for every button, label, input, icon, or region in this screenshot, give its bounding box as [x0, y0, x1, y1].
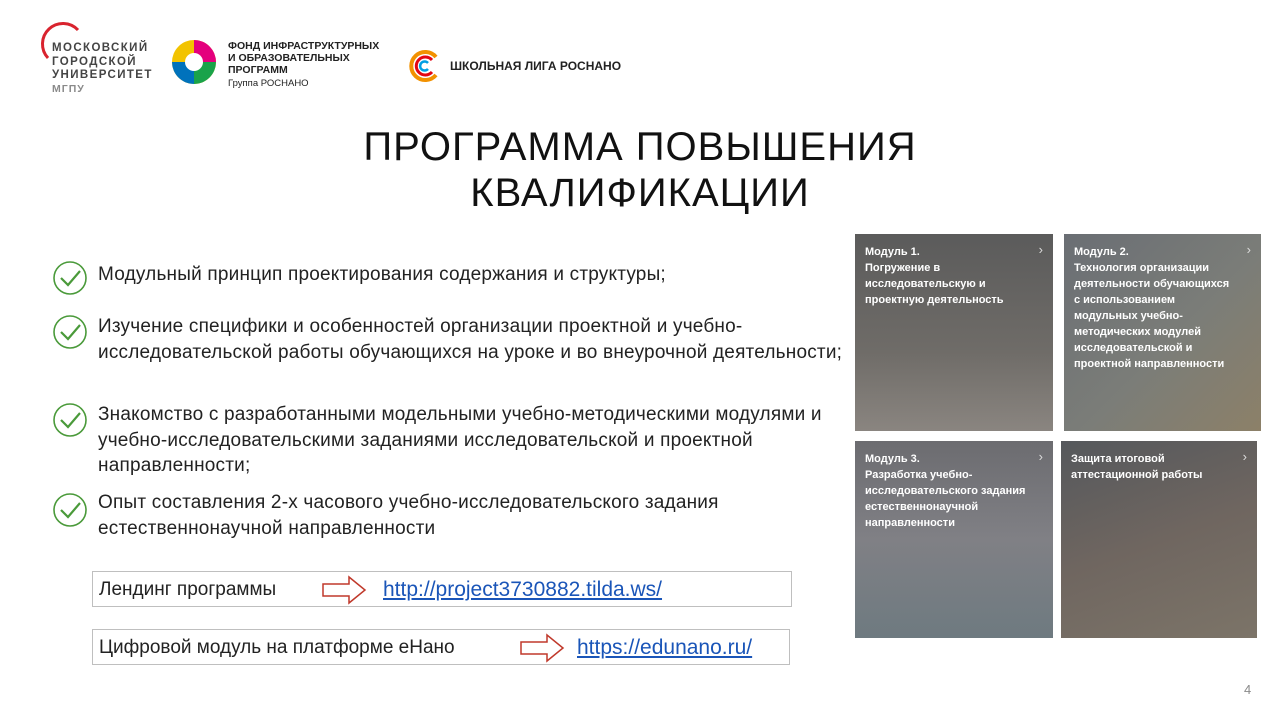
module-line: Погружение в — [865, 262, 941, 274]
module-line: исследовательской и — [1074, 342, 1193, 354]
page-title — [240, 124, 1040, 216]
module-line: проектную деятельность — [865, 294, 1004, 306]
chevron-right-icon: › — [1038, 449, 1043, 464]
check-circle-icon — [52, 314, 88, 350]
mgpu-abbrev: МГПУ — [52, 82, 85, 95]
module-line: деятельности обучающихся — [1074, 278, 1230, 290]
mgpu-line: УНИВЕРСИТЕТ — [52, 69, 153, 81]
module-line: модульных учебно- — [1074, 310, 1183, 322]
module-line: с использованием — [1074, 294, 1176, 306]
module-line: Модуль 2. — [1074, 246, 1129, 258]
module-title — [1071, 451, 1241, 483]
page-number: 4 — [1244, 682, 1252, 697]
bullet-text: Опыт составления 2-х часового учебно-исследовательского задания естественнонаучной направленности — [98, 492, 719, 539]
landing-link-box — [92, 571, 792, 607]
module-tile-1[interactable] — [855, 234, 1053, 431]
landing-label: Лендинг программы — [99, 579, 277, 600]
module-title — [865, 244, 1035, 308]
landing-link[interactable]: http://project3730882.tilda.ws/ — [383, 578, 663, 601]
title-line: КВАЛИФИКАЦИИ — [470, 171, 810, 215]
bullet-text: Модульный принцип проектирования содержания и структуры; — [98, 264, 666, 285]
module-line: методических модулей — [1074, 326, 1201, 338]
mgpu-name — [52, 42, 153, 96]
module-tile-4[interactable] — [1061, 441, 1257, 638]
arrow-right-icon — [321, 575, 367, 605]
chevron-right-icon: › — [1242, 449, 1247, 464]
module-line: проектной направленности — [1074, 358, 1225, 370]
module-line: исследовательского задания — [865, 485, 1026, 497]
module-tile-3[interactable] — [855, 441, 1053, 638]
fund-subtitle: Группа РОСНАНО — [228, 78, 309, 89]
module-line: Разработка учебно- — [865, 469, 973, 481]
check-circle-icon — [52, 260, 88, 296]
mgpu-line: ГОРОДСКОЙ — [52, 55, 137, 68]
bullet-text: Изучение специфики и особенностей организации проектной и учебно-исследовательской работы обучающихся на уроке и во внеурочной деятельности; — [98, 316, 843, 363]
title-line: ПРОГРАММА ПОВЫШЕНИЯ — [363, 125, 917, 169]
module-line: исследовательскую и — [865, 278, 986, 290]
module-line: направленности — [865, 517, 955, 529]
chevron-right-icon: › — [1038, 242, 1043, 257]
module-line: Модуль 3. — [865, 453, 920, 465]
check-circle-icon — [52, 492, 88, 528]
module-title — [1074, 244, 1244, 372]
check-circle-icon — [52, 402, 88, 438]
module-line: Защита итоговой — [1071, 453, 1165, 465]
module-line: Модуль 1. — [865, 246, 920, 258]
fund-line: И ОБРАЗОВАТЕЛЬНЫХ — [228, 52, 350, 64]
arrow-right-icon — [519, 633, 565, 663]
edunano-link-box — [92, 629, 790, 665]
module-line: аттестационной работы — [1071, 469, 1203, 481]
fund-logo — [170, 38, 400, 90]
bullet-item — [52, 260, 842, 292]
fund-line: ФОНД ИНФРАСТРУКТУРНЫХ — [228, 40, 380, 52]
module-line: Технология организации — [1074, 262, 1210, 274]
mgpu-line: МОСКОВСКИЙ — [52, 42, 149, 54]
fund-line: ПРОГРАММ — [228, 64, 288, 76]
liga-swirl-icon — [406, 48, 442, 84]
fund-name — [228, 40, 379, 90]
mgpu-logo — [38, 18, 158, 104]
edunano-link[interactable]: https://edunano.ru/ — [577, 636, 753, 659]
module-tile-2[interactable] — [1064, 234, 1261, 431]
chevron-right-icon: › — [1246, 242, 1251, 257]
module-title — [865, 451, 1035, 531]
fund-flower-icon — [170, 38, 218, 86]
bullet-text: Знакомство с разработанными модельными учебно-методическими модулями и учебно-исследовательскими заданиями исследовательской и проектной направленности; — [98, 404, 822, 476]
module-line: естественнонаучной — [865, 501, 979, 513]
edunano-label: Цифровой модуль на платформе еНано — [99, 637, 455, 658]
liga-name: ШКОЛЬНАЯ ЛИГА РОСНАНО — [450, 59, 622, 73]
